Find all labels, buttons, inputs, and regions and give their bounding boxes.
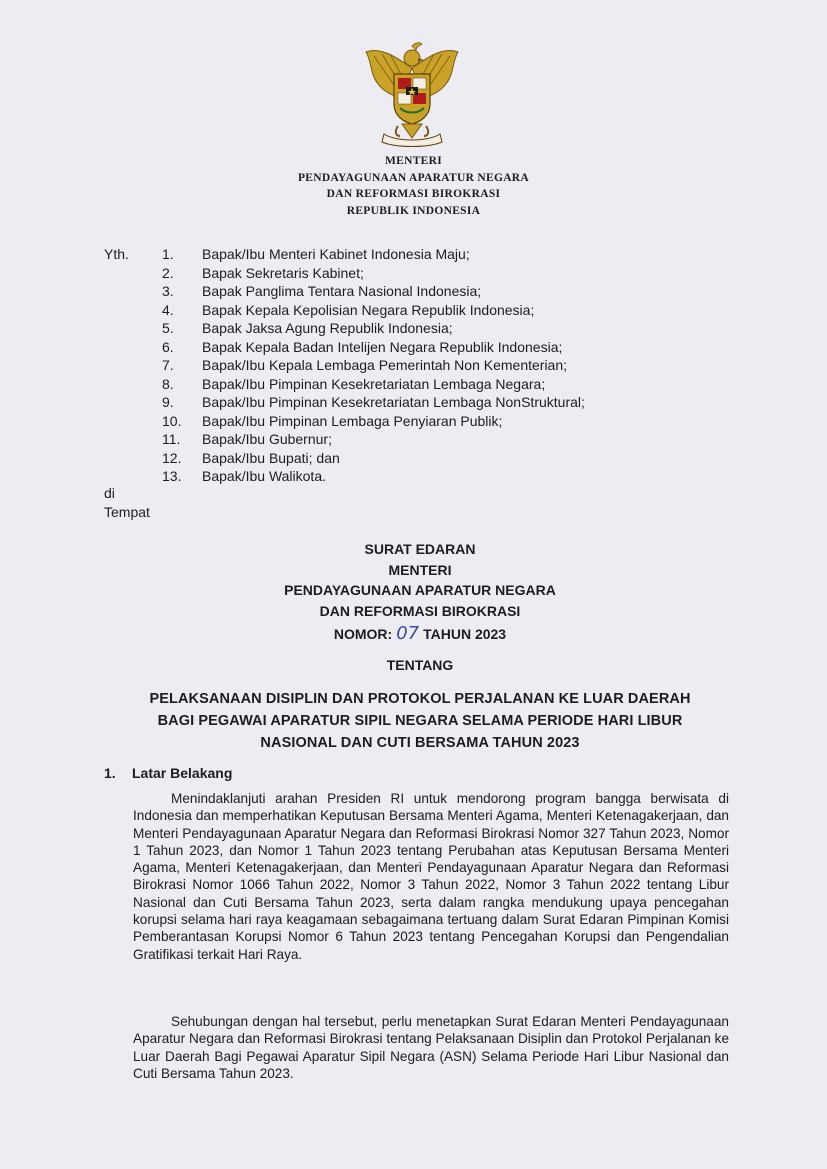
addressee-number: 9. — [162, 394, 174, 410]
letterhead-line: DAN REFORMASI BIROKRASI — [326, 188, 501, 200]
salutation: Yth. — [104, 246, 129, 262]
addressee-number: 12. — [162, 449, 182, 466]
addressee-number: 6. — [162, 338, 174, 355]
addressee-text: Bapak/Ibu Kepala Lembaga Pemerintah Non Kementerian; — [202, 357, 568, 373]
addressee-number: 2. — [162, 264, 174, 281]
circular-number-line — [160, 623, 680, 644]
section-number: 1. — [104, 765, 116, 781]
addressee-text: Bapak Kepala Kepolisian Negara Republik Indonesia; — [202, 301, 535, 318]
circular-title-line: DAN REFORMASI BIROKRASI — [319, 602, 521, 619]
nomor-handwritten-value: 07 — [396, 623, 420, 644]
addressee-number: 13. — [162, 468, 182, 484]
addressee-number: 5. — [162, 320, 174, 336]
background-paragraph-1: Menindaklanjuti arahan Presiden RI untuk mendorong program bangga berwisata di Indonesia dan memperhatikan Keputusan Bersama Menteri Agama, Menteri Ketenagakerjaan, dan Menteri Pendayagunaan Aparatur Negara dan Reformasi Birokrasi Nomor 327 Tahun 2023, Nomor 1 Tahun 2023, dan Nomor 1 Tahun 2023 tentang Perubahan atas Keputusan Bersama Menteri Agama, Menteri Ketenagakerjaan, dan Menteri Pendayagunaan Aparatur Negara dan Reformasi Birokrasi Nomor 1066 Tahun 2022, Nomor 3 Tahun 2022, Nomor 3 Tahun 2022 tentang Libur Nasional dan Cuti Bersama Tahun 2023, serta dalam rangka mendukung upaya pencegahan korupsi selama hari raya keagamaan sebagaimana tertuang dalam Surat Edaran Pimpinan Komisi Pemberantasan Korupsi Nomor 6 Tahun 2023 tentang Pencegahan Korupsi dan Pengendalian Gratifikasi terkait Hari Raya. — [133, 791, 729, 962]
addressee-text: Bapak Panglima Tentara Nasional Indonesia; — [202, 283, 482, 299]
letterhead-line: MENTERI — [384, 155, 443, 167]
tentang-label — [160, 657, 680, 678]
addressee-text: Bapak/Ibu Menteri Kabinet Indonesia Maju; — [202, 246, 470, 262]
subject-line: NASIONAL DAN CUTI BERSAMA TAHUN 2023 — [260, 735, 580, 751]
nomor-label: NOMOR: — [333, 626, 393, 642]
letterhead-line: PENDAYAGUNAAN APARATUR NEGARA — [297, 171, 530, 184]
addressee-text: Bapak Sekretaris Kabinet; — [202, 264, 364, 281]
addressee-number: 8. — [162, 375, 174, 392]
circular-heading — [160, 541, 680, 644]
background-paragraph-2: Sehubungan dengan hal tersebut, perlu menetapkan Surat Edaran Menteri Pendayagunaan Aparatur Negara dan Reformasi Birokrasi tentang Pelaksanaan Disiplin dan Protokol Perjalanan ke Luar Daerah Bagi Pegawai Aparatur Sipil Negara (ASN) Selama Periode Hari Libur Nasional dan Cuti Bersama Tahun 2023. — [133, 1014, 729, 1081]
addressee-number: 4. — [162, 301, 174, 318]
addressee-number: 11. — [162, 431, 181, 447]
addressee-text: Bapak/Ibu Pimpinan Kesekretariatan Lembaga NonStruktural; — [202, 394, 585, 410]
place-line: di — [104, 485, 115, 501]
addressee-text: Bapak/Ibu Pimpinan Kesekretariatan Lembaga Negara; — [202, 375, 546, 392]
addressee-text: Bapak/Ibu Pimpinan Lembaga Penyiaran Publik; — [202, 412, 503, 429]
addressee-number: 1. — [162, 246, 174, 262]
addressee-text: Bapak Kepala Badan Intelijen Negara Republik Indonesia; — [202, 338, 563, 355]
place-line: Tempat — [104, 504, 150, 520]
letterhead — [200, 153, 627, 219]
circular-title-line: PENDAYAGUNAAN APARATUR NEGARA — [284, 582, 556, 598]
addressee-text: Bapak/Ibu Gubernur; — [202, 431, 332, 447]
addressee-text: Bapak/Ibu Bupati; dan — [202, 449, 340, 466]
addressee-text: Bapak Jaksa Agung Republik Indonesia; — [202, 320, 453, 336]
circular-subject — [110, 688, 730, 754]
addressee-number: 10. — [162, 412, 182, 429]
section-title: Latar Belakang — [132, 765, 233, 781]
subject-line: BAGI PEGAWAI APARATUR SIPIL NEGARA SELAMA PERIODE HARI LIBUR — [157, 713, 683, 729]
circular-title-line: MENTERI — [388, 561, 452, 578]
addressee-text: Bapak/Ibu Walikota. — [202, 468, 326, 484]
addressee-number: 3. — [162, 283, 174, 299]
addressee-number: 7. — [162, 357, 174, 373]
section-heading — [104, 765, 232, 781]
letterhead-line: REPUBLIK INDONESIA — [346, 204, 481, 217]
garuda-emblem-icon — [360, 38, 464, 150]
tentang-text: TENTANG — [386, 657, 454, 673]
subject-line: PELAKSANAAN DISIPLIN DAN PROTOKOL PERJALANAN KE LUAR DAERAH — [149, 691, 691, 707]
place-block — [104, 484, 150, 522]
circular-title-line: SURAT EDARAN — [364, 541, 476, 557]
nomor-year: TAHUN 2023 — [423, 626, 507, 642]
